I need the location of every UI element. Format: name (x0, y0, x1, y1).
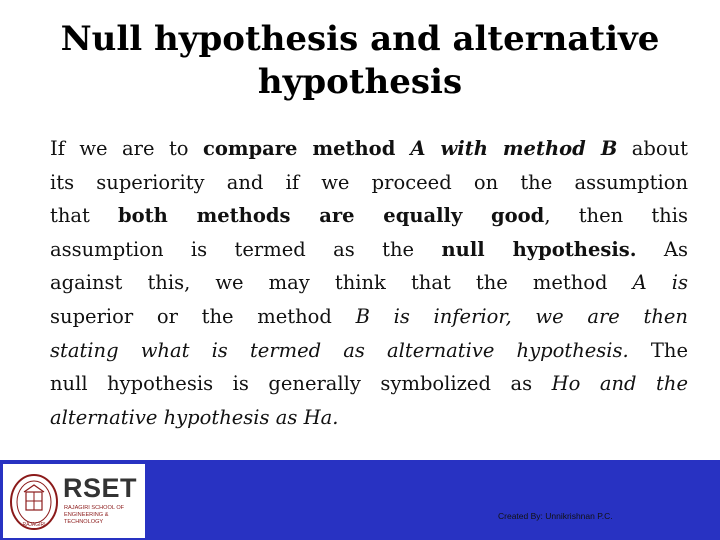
logo-name: RSET (63, 473, 138, 503)
body-line (50, 199, 688, 233)
slide-title-line-1: Null hypothesis and alternative (60, 19, 660, 59)
body-text: assumption is termed as the (50, 237, 442, 261)
body-bold-text: compare method (202, 137, 411, 160)
body-italic-text: Ho and the (551, 372, 688, 396)
logo-subtitle: RAJAGIRI SCHOOL OF ENGINEERING & TECHNOLOGY (64, 505, 125, 525)
seal-text: RAJAGIRI (22, 522, 46, 528)
body-italic-text: A is (632, 271, 689, 295)
body-line (50, 300, 688, 334)
body-italic-text: B is inferior, we are then (355, 304, 688, 328)
body-text: its superiority and if we proceed on the assumption (50, 170, 688, 194)
body-line (50, 367, 688, 401)
body-text: null hypothesis is generally symbolized as (50, 372, 552, 396)
body-text: against this, we may think that the method (50, 271, 633, 295)
body-line (50, 334, 688, 368)
body-text: about (617, 137, 688, 160)
body-bold-text: null hypothesis. (441, 237, 637, 261)
body-bold-italic-text: A with method B (410, 137, 618, 160)
body-bold-text: both methods are equally good (118, 204, 545, 228)
body-line (50, 401, 688, 435)
slide-title-line-2: hypothesis (257, 62, 463, 102)
body-text: If we are to (50, 137, 203, 160)
body-text: that (50, 204, 119, 228)
body-italic-text: stating what is termed as alternative hypothesis. (50, 338, 629, 362)
body-line (50, 166, 688, 200)
body-line (50, 132, 688, 166)
author-credit: Created By: Unnikrishnan P.C. (498, 511, 613, 521)
body-paragraph (50, 132, 688, 434)
seal-icon (9, 472, 59, 532)
footer-band (0, 460, 720, 540)
slide-title (0, 18, 720, 104)
body-text: As (636, 237, 689, 261)
body-line (50, 266, 688, 300)
body-line (50, 233, 688, 267)
body-italic-text: alternative hypothesis as Ha. (50, 405, 339, 429)
body-text: The (628, 338, 688, 362)
institution-logo (3, 464, 145, 538)
body-text: , then this (544, 204, 688, 228)
body-text: superior or the method (50, 304, 356, 328)
